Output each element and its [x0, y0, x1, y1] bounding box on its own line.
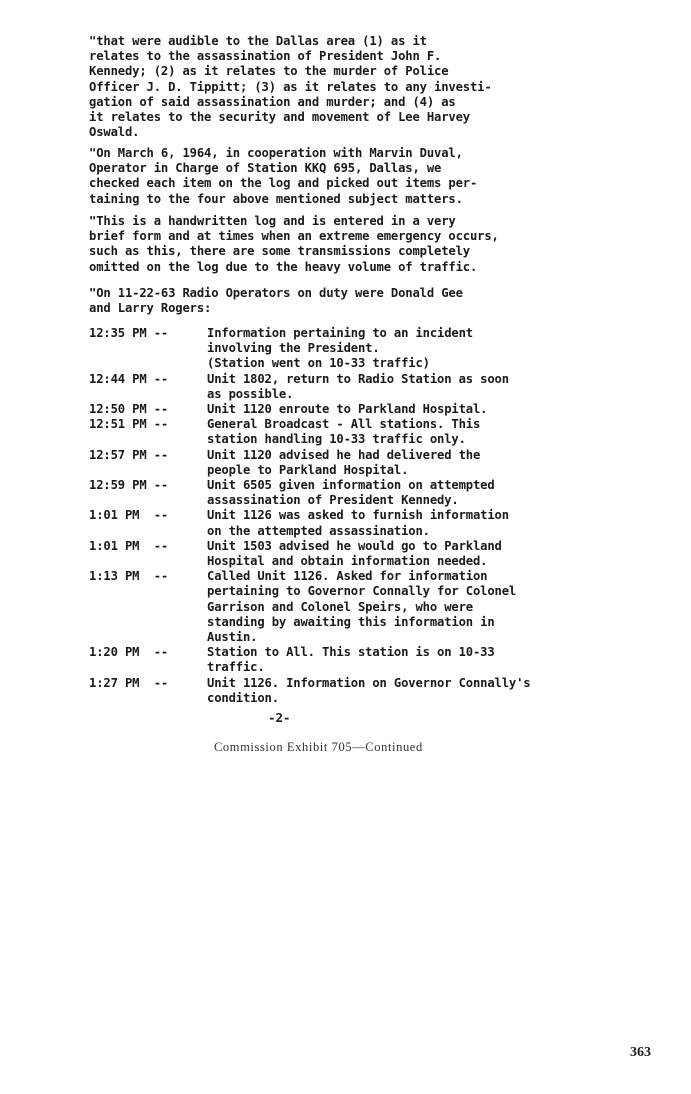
log-entry [89, 569, 609, 645]
paragraph-operators: "On 11-22-63 Radio Operators on duty were Donald Gee and Larry Rogers: [89, 286, 463, 316]
log-text: Unit 1120 advised he had delivered the people to Parkland Hospital. [207, 447, 481, 477]
log-entry [89, 326, 609, 372]
paragraph-handwritten-log: "This is a handwritten log and is entered in a very brief form and at times when an extreme emergency occurs, such as this, there are some transmissions completely omitted on the log due to the heavy volume of traffic. [89, 214, 499, 274]
paragraph-march-6: "On March 6, 1964, in cooperation with Marvin Duval, Operator in Charge of Station KKQ 695, Dallas, we checked each item on the log and picked out items per- taining to the four above mentioned subject matters. [89, 146, 478, 206]
log-text: Information pertaining to an incident involving the President. (Station went on 10-33 traffic) [207, 326, 473, 371]
log-entry [89, 478, 609, 508]
log-time: 12:59 PM -- [89, 478, 169, 493]
page-number: -2- [268, 710, 291, 725]
log-time: 1:13 PM -- [89, 569, 169, 584]
log-time: 12:51 PM -- [89, 417, 169, 432]
log-text: Called Unit 1126. Asked for information pertaining to Governor Connally for Colonel Garrison and Colonel Speirs, who were standing by awaiting this information in Austin. [207, 569, 517, 645]
log-text: Unit 1126. Information on Governor Connally's condition. [207, 675, 531, 705]
log-text: Unit 1120 enroute to Parkland Hospital. [207, 402, 488, 417]
log-time: 12:35 PM -- [89, 326, 169, 340]
log-text: Station to All. This station is on 10-33 traffic. [207, 645, 495, 675]
log-time: 12:50 PM -- [89, 402, 169, 417]
log-text: General Broadcast - All stations. This station handling 10-33 traffic only. [207, 417, 481, 447]
log-time: 1:27 PM -- [89, 675, 169, 690]
log-entry [89, 417, 609, 447]
log-text: Unit 6505 given information on attempted assassination of President Kennedy. [207, 478, 495, 508]
log-time: 12:57 PM -- [89, 447, 169, 462]
log-entry [89, 448, 609, 478]
log-entry [89, 676, 609, 706]
log-text: Unit 1126 was asked to furnish information on the attempted assassination. [207, 508, 509, 538]
log-entry [89, 645, 609, 675]
log-entry [89, 402, 609, 417]
log-entry [89, 539, 609, 569]
log-time: 1:20 PM -- [89, 645, 169, 660]
radio-log [89, 326, 609, 706]
paragraph-intro: "that were audible to the Dallas area (1) as it relates to the assassination of President John F. Kennedy; (2) as it relates to the murder of Police Officer J. D. Tippitt; (3) as it relates to any investi- gation of said assassination and murder; and (4) as it relates to the security and movement of Lee Harvey Oswald. [89, 34, 492, 140]
log-entry [89, 508, 609, 538]
log-time: 1:01 PM -- [89, 508, 169, 523]
log-time: 12:44 PM -- [89, 371, 169, 386]
log-text: Unit 1802, return to Radio Station as soon as possible. [207, 371, 509, 401]
folio-number: 363 [630, 1045, 651, 1060]
log-entry [89, 372, 609, 402]
log-time: 1:01 PM -- [89, 538, 169, 553]
log-text: Unit 1503 advised he would go to Parkland Hospital and obtain information needed. [207, 538, 502, 569]
exhibit-caption: Commission Exhibit 705—Continued [214, 740, 423, 754]
